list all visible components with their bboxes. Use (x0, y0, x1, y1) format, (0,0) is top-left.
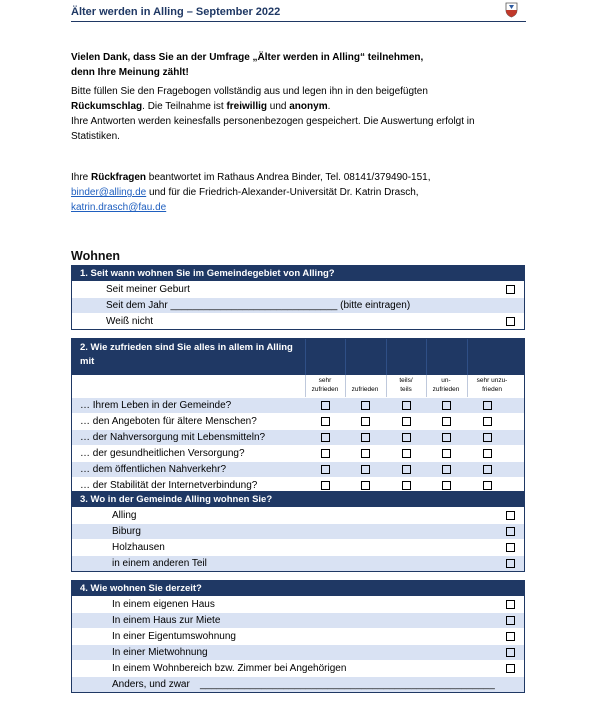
question-1-title: 1. Seit wann wohnen Sie im Gemeindegebiet von Alling? (72, 266, 524, 281)
other-input[interactable]: _____________________________________________________ (200, 679, 495, 690)
q1-option[interactable]: Weiß nicht (72, 313, 524, 329)
binder-email-link[interactable]: binder@alling.de (71, 187, 147, 198)
rating-row-label: … der gesundheitlichen Versorgung? (80, 448, 245, 459)
checkbox[interactable] (483, 449, 492, 458)
checkbox[interactable] (506, 317, 515, 326)
question-2-header (72, 339, 524, 375)
q4-option-label: Anders, und zwar (112, 679, 190, 690)
checkbox[interactable] (402, 433, 411, 442)
question-2 (71, 338, 525, 494)
q4-option-label: In einer Eigentumswohnung (112, 631, 236, 642)
header-title: Älter werden in Alling – September 2022 (71, 6, 281, 18)
q4-option[interactable] (72, 612, 524, 628)
contact-text: Ihre Rückfragen beantwortet im Rathaus Andrea Binder, Tel. 08141/379490-151, binder@alling.de und für die Friedrich-Alexander-Universität Dr. Katrin Drasch, katrin.drasch@fau.de (71, 172, 431, 213)
scale-label: un- zufrieden (432, 377, 460, 393)
checkbox[interactable] (442, 433, 451, 442)
q3-option[interactable] (72, 523, 524, 539)
checkbox[interactable] (442, 481, 451, 490)
checkbox[interactable] (402, 449, 411, 458)
q3-option[interactable] (72, 539, 524, 555)
checkbox[interactable] (483, 481, 492, 490)
page-header (71, 5, 526, 22)
scale-label: teils/ teils (399, 377, 413, 393)
rating-row[interactable] (72, 445, 524, 461)
q1-option[interactable]: Seit dem Jahr ______________________________ (bitte eintragen) (72, 297, 524, 313)
thanks-text: Vielen Dank, dass Sie an der Umfrage „Älter werden in Alling“ teilnehmen, denn Ihre Meinung zählt! (71, 52, 424, 78)
checkbox[interactable] (321, 481, 330, 490)
municipal-crest-icon (505, 2, 518, 18)
q4-option[interactable] (72, 676, 524, 692)
rating-row[interactable] (72, 413, 524, 429)
checkbox[interactable] (361, 401, 370, 410)
checkbox[interactable] (321, 401, 330, 410)
checkbox[interactable] (402, 401, 411, 410)
checkbox[interactable] (361, 449, 370, 458)
rating-row-label: … der Nahversorgung mit Lebensmitteln? (80, 432, 266, 443)
checkbox[interactable] (402, 417, 411, 426)
checkbox[interactable] (442, 401, 451, 410)
checkbox[interactable] (402, 465, 411, 474)
q4-option-label: In einer Mietwohnung (112, 647, 208, 658)
q4-option-label: In einem eigenen Haus (112, 599, 215, 610)
rating-row[interactable] (72, 397, 524, 413)
checkbox[interactable] (321, 417, 330, 426)
checkbox[interactable] (361, 417, 370, 426)
checkbox[interactable] (506, 648, 515, 657)
q3-option-label: Holzhausen (112, 542, 165, 553)
checkbox[interactable] (321, 433, 330, 442)
rating-row[interactable] (72, 461, 524, 477)
checkbox[interactable] (506, 543, 515, 552)
q4-option-label: In einem Haus zur Miete (112, 615, 221, 626)
q3-option-label: Biburg (112, 526, 141, 537)
year-input[interactable]: ______________________________ (170, 300, 338, 311)
question-4 (71, 580, 525, 693)
rating-row-label: … Ihrem Leben in der Gemeinde? (80, 400, 232, 411)
rating-scale-header (72, 375, 524, 397)
checkbox[interactable] (483, 417, 492, 426)
checkbox[interactable] (361, 433, 370, 442)
checkbox[interactable] (361, 465, 370, 474)
rating-row-label: … der Stabilität der Internetverbindung? (80, 480, 258, 491)
q4-option[interactable] (72, 660, 524, 676)
q4-option-label: In einem Wohnbereich bzw. Zimmer bei Angehörigen (112, 663, 347, 674)
question-2-title: 2. Wie zufrieden sind Sie alles in allem in Alling mit (80, 342, 293, 367)
rating-row[interactable] (72, 429, 524, 445)
checkbox[interactable] (506, 600, 515, 609)
section-title: Wohnen (71, 249, 121, 263)
q1-option[interactable]: Seit meiner Geburt (72, 281, 524, 297)
checkbox[interactable] (361, 481, 370, 490)
checkbox[interactable] (506, 616, 515, 625)
checkbox[interactable] (506, 632, 515, 641)
q4-option[interactable] (72, 628, 524, 644)
checkbox[interactable] (506, 559, 515, 568)
checkbox[interactable] (402, 481, 411, 490)
question-1 (71, 265, 525, 330)
checkbox[interactable] (506, 285, 515, 294)
q3-option-label: in einem anderen Teil (112, 558, 207, 569)
scale-label: zufrieden (351, 386, 379, 393)
scale-label: sehr unzu- frieden (476, 377, 508, 393)
question-3-title: 3. Wo in der Gemeinde Alling wohnen Sie? (72, 492, 524, 507)
checkbox[interactable] (483, 401, 492, 410)
q3-option-label: Alling (112, 510, 137, 521)
checkbox[interactable] (483, 465, 492, 474)
q3-option[interactable] (72, 555, 524, 571)
checkbox[interactable] (442, 465, 451, 474)
drasch-email-link[interactable]: katrin.drasch@fau.de (71, 202, 167, 213)
rating-row-label: … den Angeboten für ältere Menschen? (80, 416, 257, 427)
q3-option[interactable] (72, 507, 524, 523)
checkbox[interactable] (321, 449, 330, 458)
checkbox[interactable] (321, 465, 330, 474)
checkbox[interactable] (442, 417, 451, 426)
q4-option[interactable] (72, 596, 524, 612)
checkbox[interactable] (483, 433, 492, 442)
instructions-text: Bitte füllen Sie den Fragebogen vollständig aus und legen ihn in den beigefügten Rückumschlag. Die Teilnahme ist freiwillig und anonym. Ihre Antworten werden keinesfalls personenbezogen gespeichert. Die Auswertung erfolgt in Statistiken. (71, 86, 475, 142)
q4-option[interactable] (72, 644, 524, 660)
scale-label: sehr zufrieden (311, 377, 339, 393)
question-3 (71, 491, 525, 572)
checkbox[interactable] (442, 449, 451, 458)
checkbox[interactable] (506, 511, 515, 520)
checkbox[interactable] (506, 527, 515, 536)
rating-row-label: … dem öffentlichen Nahverkehr? (80, 464, 227, 475)
question-4-title: 4. Wie wohnen Sie derzeit? (72, 581, 524, 596)
checkbox[interactable] (506, 664, 515, 673)
